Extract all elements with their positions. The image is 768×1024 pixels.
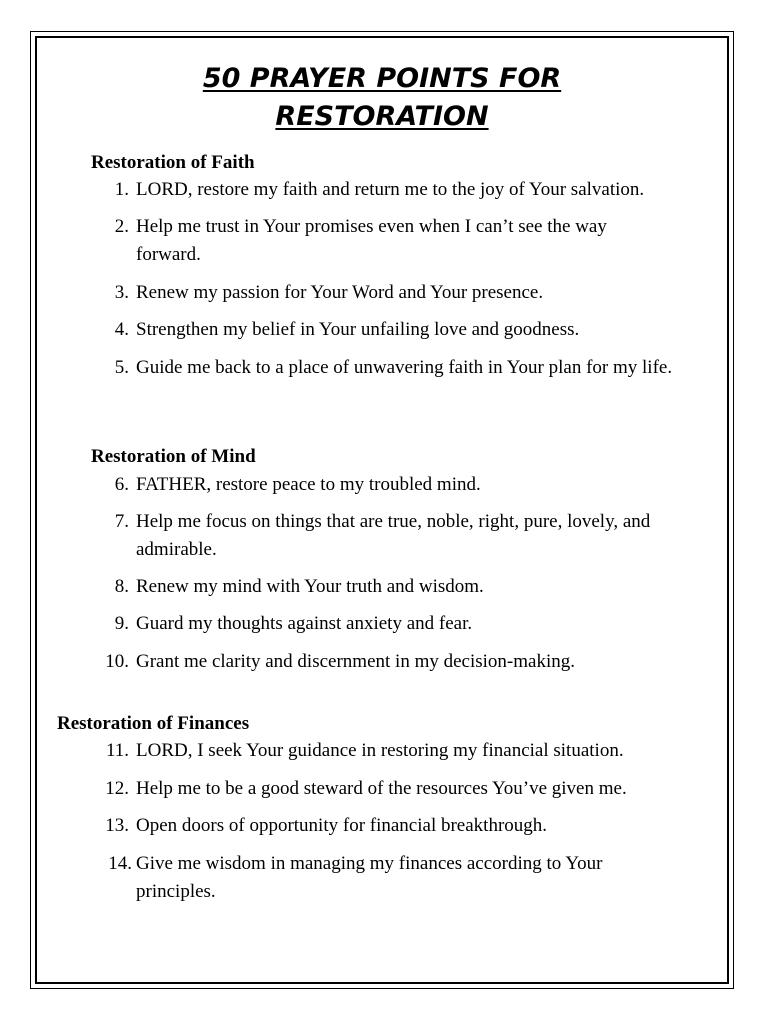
- item-number: 14.: [108, 853, 132, 874]
- item-text: Help me focus on things that are true, noble, right, pure, lovely, and admirable.: [136, 511, 651, 560]
- section-heading: Restoration of Faith: [91, 152, 255, 173]
- item-number: 2.: [114, 216, 129, 237]
- item-number: 9.: [114, 613, 129, 634]
- item-text: Guard my thoughts against anxiety and fear.: [136, 613, 473, 634]
- item-text: LORD, I seek Your guidance in restoring my financial situation.: [136, 740, 624, 761]
- item-number: 6.: [114, 474, 129, 495]
- item-number: 13.: [105, 815, 129, 836]
- item-number: 4.: [114, 319, 129, 340]
- item-text: Strengthen my belief in Your unfailing love and goodness.: [136, 319, 580, 340]
- item-text: LORD, restore my faith and return me to the joy of Your salvation.: [136, 179, 645, 200]
- title-line-2: RESTORATION: [275, 101, 489, 132]
- item-text: Help me trust in Your promises even when I can’t see the way forward.: [136, 216, 607, 265]
- item-number: 7.: [114, 511, 129, 532]
- item-text: Help me to be a good steward of the resources You’ve given me.: [136, 778, 627, 799]
- item-text: Renew my mind with Your truth and wisdom.: [136, 576, 484, 597]
- item-text: Renew my passion for Your Word and Your presence.: [136, 282, 544, 303]
- item-text: Guide me back to a place of unwavering faith in Your plan for my life.: [136, 357, 673, 378]
- item-number: 3.: [114, 282, 129, 303]
- item-number: 8.: [114, 576, 129, 597]
- item-number: 10.: [105, 651, 129, 672]
- item-text: FATHER, restore peace to my troubled mind.: [136, 474, 481, 495]
- section-heading: Restoration of Mind: [91, 446, 256, 467]
- item-number: 11.: [105, 740, 129, 761]
- title-line-1: 50 PRAYER POINTS FOR: [202, 63, 562, 94]
- item-text: Give me wisdom in managing my finances according to Your principles.: [136, 853, 603, 902]
- page-title: [60, 60, 704, 136]
- section-heading: Restoration of Finances: [57, 713, 250, 734]
- item-text: Open doors of opportunity for financial breakthrough.: [136, 815, 548, 836]
- item-text: Grant me clarity and discernment in my decision-making.: [136, 651, 575, 672]
- item-number: 1.: [114, 179, 129, 200]
- item-number: 5.: [114, 357, 129, 378]
- item-number: 12.: [105, 778, 129, 799]
